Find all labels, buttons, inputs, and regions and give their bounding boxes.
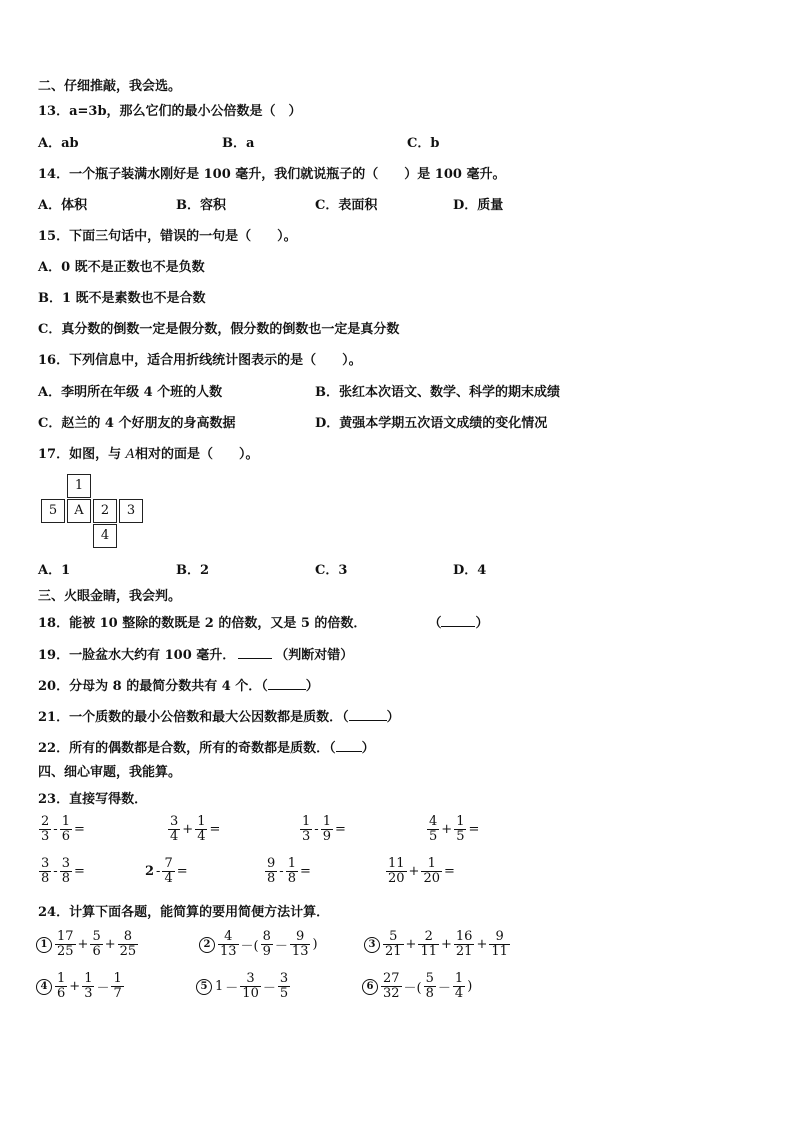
section-3-title: 三、火眼金睛，我会判。 [38, 589, 182, 604]
q24-expr-4: 4 $\frac{1}{6}$ + $\frac{1}{3}$ － $\frac{1}{7}$ [36, 972, 125, 1001]
q17-stem-post: 相对的面是（ ）。 [135, 447, 259, 462]
q17-stem-var: A [125, 447, 136, 462]
q23-item-1: $\frac{2}{3}$ - $\frac{1}{6}$ = [41, 814, 85, 844]
q22-stem: 22．所有的偶数都是合数，所有的奇数都是质数．（ [38, 741, 336, 756]
q18-answer-blank[interactable] [441, 614, 475, 627]
fraction: $\frac{2}{3}$ [41, 814, 50, 844]
q23-item-6: 2 - $\frac{7}{4}$ = [145, 856, 188, 886]
fraction: $\frac{8}{9}$ [262, 929, 271, 959]
q16-option-a: A．李明所在年级 4 个班的人数 [38, 385, 223, 400]
question-21 [38, 708, 400, 726]
circled-number-4: 4 [36, 979, 52, 995]
q23-item-5: $\frac{3}{8}$ - $\frac{3}{8}$ = [41, 856, 85, 886]
q23-item-2: $\frac{3}{4}$ + $\frac{1}{4}$ = [170, 814, 221, 844]
circled-number-1: 1 [36, 937, 52, 953]
fraction: $\frac{11}{20}$ [388, 856, 405, 886]
q15-option-a: A．0 既不是正数也不是负数 [38, 260, 205, 275]
fraction: $\frac{16}{21}$ [455, 929, 473, 959]
q22-close-paren: ） [361, 741, 375, 756]
fraction: $\frac{2}{11}$ [420, 929, 437, 959]
fraction: $\frac{1}{5}$ [456, 814, 465, 844]
q24-expr-6: 6 $\frac{27}{32}$ －( $\frac{5}{8}$ － $\frac{1}{4}$ ) [362, 972, 473, 1001]
fraction: $\frac{1}{4}$ [197, 814, 206, 844]
q20-answer-blank[interactable] [268, 677, 306, 690]
q20-close-paren: ） [305, 679, 319, 694]
circled-number-2: 2 [199, 937, 215, 953]
question-15-stem: 15．下面三句话中，错误的一句是（ ）。 [38, 229, 297, 244]
fraction: $\frac{1}{20}$ [423, 856, 440, 886]
q24-expr-3: 3 $\frac{5}{21}$ + $\frac{2}{11}$ + $\frac{16}{21}$ + $\frac{9}{11}$ [364, 930, 511, 959]
fraction: $\frac{5}{6}$ [92, 929, 101, 959]
q15-option-b: B．1 既不是素数也不是合数 [38, 291, 206, 306]
question-16-stem: 16．下列信息中，适合用折线统计图表示的是（ ）。 [38, 353, 362, 368]
question-24-stem: 24．计算下面各题，能简算的要用简便方法计算． [38, 905, 330, 920]
q14-option-c: C．表面积 [315, 198, 378, 213]
net-face-left: 5 [41, 499, 65, 523]
circled-number-3: 3 [364, 937, 380, 953]
q19-stem: 19．一脸盆水大约有 100 毫升． [38, 648, 236, 663]
question-17-stem [38, 447, 259, 463]
q18-stem: 18．能被 10 整除的数既是 2 的倍数，又是 5 的倍数． [38, 616, 367, 631]
fraction: $\frac{7}{4}$ [164, 856, 173, 886]
fraction: $\frac{17}{25}$ [57, 929, 74, 959]
question-18 [38, 614, 488, 632]
fraction: $\frac{27}{32}$ [383, 971, 400, 1001]
q14-option-b: B．容积 [176, 198, 226, 213]
q17-option-b: B．2 [176, 563, 210, 578]
q17-option-a: A．1 [38, 563, 71, 578]
fraction: $\frac{1}{7}$ [113, 971, 122, 1001]
q23-item-7: $\frac{9}{8}$ - $\frac{1}{8}$ = [267, 856, 311, 886]
fraction: $\frac{1}{8}$ [287, 856, 296, 886]
fraction: $\frac{3}{5}$ [279, 971, 289, 1001]
q23-item-8: $\frac{11}{20}$ + $\frac{1}{20}$ = [388, 856, 455, 886]
q21-stem: 21．一个质数的最小公倍数和最大公因数都是质数．（ [38, 710, 349, 725]
fraction: $\frac{3}{8}$ [41, 856, 50, 886]
section-2-title: 二、仔细推敲，我会选。 [38, 79, 182, 94]
fraction: $\frac{9}{13}$ [291, 929, 309, 959]
fraction: $\frac{9}{8}$ [267, 856, 276, 886]
q15-option-c: C．真分数的倒数一定是假分数，假分数的倒数也一定是真分数 [38, 322, 400, 337]
q21-close-paren: ） [386, 710, 400, 725]
fraction: $\frac{1}{9}$ [322, 814, 331, 844]
q20-stem: 20．分母为 8 的最简分数共有 4 个．（ [38, 679, 268, 694]
q14-option-a: A．体积 [38, 198, 88, 213]
q13-option-a: A．ab [38, 136, 79, 151]
fraction: $\frac{9}{11}$ [491, 929, 508, 959]
fraction: $\frac{4}{13}$ [220, 929, 237, 959]
net-face-right-1: 2 [93, 499, 117, 523]
fraction: $\frac{8}{25}$ [119, 929, 137, 959]
q17-option-c: C．3 [315, 563, 348, 578]
q23-item-3: $\frac{1}{3}$ - $\frac{1}{9}$ = [302, 814, 346, 844]
fraction: $\frac{1}{4}$ [454, 971, 464, 1001]
q16-option-c: C．赵兰的 4 个好朋友的身高数据 [38, 416, 236, 431]
fraction: $\frac{1}{3}$ [302, 814, 311, 844]
q24-expr-1: 1 $\frac{17}{25}$ + $\frac{5}{6}$ + $\frac{8}{25}$ [36, 930, 139, 959]
fraction: $\frac{5}{21}$ [385, 929, 402, 959]
fraction: $\frac{1}{6}$ [57, 971, 66, 1001]
q19-answer-blank[interactable] [238, 646, 272, 659]
q24-expr-2: 2 $\frac{4}{13}$ －( $\frac{8}{9}$ － $\frac{9}{13}$ ) [199, 930, 319, 959]
fraction: $\frac{1}{6}$ [61, 814, 70, 844]
net-face-center: A [67, 499, 91, 523]
q22-answer-blank[interactable] [336, 739, 362, 752]
q23-item-4: $\frac{4}{5}$ + $\frac{1}{5}$ = [429, 814, 480, 844]
q17-stem-pre: 17．如图，与 [38, 447, 126, 462]
circled-number-5: 5 [196, 979, 212, 995]
fraction: $\frac{4}{5}$ [429, 814, 438, 844]
fraction: $\frac{1}{3}$ [84, 971, 93, 1001]
q14-option-d: D．质量 [453, 198, 504, 213]
q21-answer-blank[interactable] [349, 708, 387, 721]
net-face-bottom: 4 [93, 524, 117, 548]
question-22 [38, 739, 375, 757]
fraction: $\frac{5}{8}$ [425, 971, 434, 1001]
net-face-right-2: 3 [119, 499, 143, 523]
fraction: $\frac{3}{4}$ [170, 814, 179, 844]
cube-net-diagram [41, 474, 147, 548]
q18-open-paren: （ [428, 616, 442, 631]
q13-option-b: B．a [222, 136, 255, 151]
net-face-top: 1 [67, 474, 91, 498]
question-13-stem: 13．a=3b，那么它们的最小公倍数是（ ） [38, 104, 302, 119]
fraction: $\frac{3}{10}$ [242, 971, 259, 1001]
q17-option-d: D．4 [453, 563, 487, 578]
section-4-title: 四、细心审题，我能算。 [38, 765, 182, 780]
question-19 [38, 646, 353, 664]
question-20 [38, 677, 319, 695]
q18-close-paren: ） [475, 616, 489, 631]
q16-option-d: D．黄强本学期五次语文成绩的变化情况 [315, 416, 548, 431]
circled-number-6: 6 [362, 979, 378, 995]
question-14-stem: 14．一个瓶子装满水刚好是 100 毫升，我们就说瓶子的（ ）是 100 毫升。 [38, 167, 506, 182]
q16-option-b: B．张红本次语文、数学、科学的期末成绩 [315, 385, 560, 400]
question-23-stem: 23．直接写得数． [38, 792, 148, 807]
q24-expr-5: 5 1 － $\frac{3}{10}$ － $\frac{3}{5}$ [196, 972, 291, 1001]
q19-tail: （判断对错） [275, 648, 354, 663]
q13-option-c: C．b [407, 136, 440, 151]
fraction: $\frac{3}{8}$ [61, 856, 70, 886]
